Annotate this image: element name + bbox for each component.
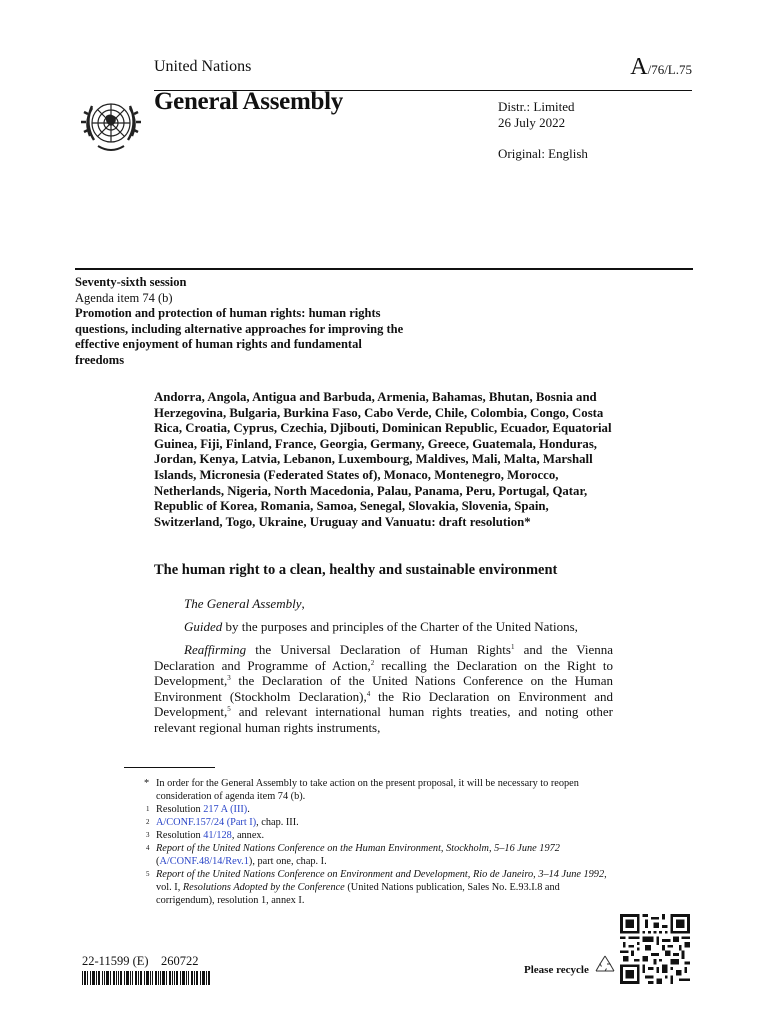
footnote-ref-4[interactable]: 4 bbox=[366, 689, 371, 698]
sponsors-list: Andorra, Angola, Antigua and Barbuda, Armenia, Bahamas, Bhutan, Bosnia and Herzegovina, Bulgaria, Burkina Faso, Cabo Verde, Chile, Colombia, Congo, Costa Rica, Croatia, Cyprus, Czechia, Djibouti, Dominican Republic, Ecuador, Equatorial Guinea, Fiji, Finland, France, Georgia, Germany, Greece, Guatemala, Honduras, Jordan, Kenya, Latvia, Lebanon, Luxembourg, Maldives, Mali, Malta, Marshall Islands, Micronesia (Federated States of), Monaco, Montenegro, Morocco, Netherlands, Nigeria, North Macedonia, Palau, Panama, Peru, Portugal, Qatar, Republic of Korea, Romania, Samoa, Senegal, Slovakia, Slovenia, Spain, Switzerland, Togo, Ukraine, Uruguay and Vanuatu: draft resolution* bbox=[154, 390, 612, 529]
footnote-3-mark: 3 bbox=[146, 831, 150, 839]
barcode-icon bbox=[82, 971, 210, 985]
footnote-5-title-2: Resolutions Adopted by the Conference bbox=[182, 882, 345, 893]
footnote-rule bbox=[124, 767, 215, 768]
un-emblem-icon bbox=[80, 92, 142, 154]
reaffirming-part-c: recalling the Declaration on the Right to Development, bbox=[154, 657, 613, 689]
distribution-block bbox=[498, 99, 588, 162]
footnote-ref-5[interactable]: 5 bbox=[227, 705, 231, 714]
opening-text: The General Assembly bbox=[184, 596, 302, 611]
body-title: General Assembly bbox=[154, 88, 343, 115]
footnotes bbox=[146, 777, 611, 907]
footnote-4 bbox=[146, 842, 611, 868]
footnote-4-link[interactable]: A/CONF.48/14/Rev.1 bbox=[159, 856, 249, 867]
footnote-4-mark: 4 bbox=[146, 844, 150, 852]
footnote-4-post: ), part one, chap. I. bbox=[248, 856, 327, 867]
qr-code-icon[interactable] bbox=[620, 914, 690, 984]
session-block bbox=[75, 275, 405, 368]
session-name: Seventy-sixth session bbox=[75, 275, 187, 289]
agenda-title: Promotion and protection of human rights: human rights questions, including alternative approaches for improving the effective enjoyment of human rights and fundamental freedoms bbox=[75, 306, 404, 367]
footnote-5-post: (United Nations publication, Sales No. E.93.I.8 and corrigendum), resolution 1, annex I. bbox=[156, 882, 560, 906]
opening-punct: , bbox=[301, 596, 305, 611]
original-language: Original: English bbox=[498, 146, 588, 161]
document-symbol bbox=[630, 54, 692, 81]
session-rule bbox=[75, 268, 693, 270]
footnote-star bbox=[146, 777, 611, 803]
reaffirming-part-e: the Rio Declaration on Environment and Development, bbox=[154, 688, 613, 720]
recycle-icon bbox=[592, 953, 618, 979]
document-date: 26 July 2022 bbox=[498, 115, 566, 130]
footnote-5 bbox=[146, 868, 611, 907]
footnote-1-link[interactable]: 217 A (III) bbox=[203, 804, 248, 815]
document-number: 22-11599 (E) 260722 bbox=[82, 954, 199, 968]
footnote-3-pre: Resolution bbox=[156, 830, 204, 841]
footnote-5-mark: 5 bbox=[146, 870, 150, 878]
organization-name: United Nations bbox=[154, 58, 252, 75]
footnote-2-mark: 2 bbox=[146, 818, 150, 826]
agenda-item: Agenda item 74 (b) bbox=[75, 290, 173, 305]
recycle-label: Please recycle bbox=[524, 964, 589, 976]
footnote-3-link[interactable]: 41/128 bbox=[203, 830, 232, 841]
opening-paragraph bbox=[154, 596, 613, 612]
footnote-5-mid: , vol. I, bbox=[156, 869, 607, 893]
reaffirming-word: Reaffirming bbox=[184, 642, 247, 657]
footnote-2-link[interactable]: A/CONF.157/24 (Part I) bbox=[156, 817, 257, 828]
reaffirming-part-d: the Declaration of the United Nations Conference on the Human Environment (Stockholm Declaration), bbox=[154, 673, 613, 704]
reaffirming-paragraph bbox=[154, 642, 613, 736]
footnote-5-title: Report of the United Nations Conference on Environment and Development, Rio de Janeiro, 3–14 June 1992 bbox=[156, 869, 605, 880]
footnote-1-pre: Resolution bbox=[156, 804, 204, 815]
footnote-star-mark: * bbox=[144, 778, 150, 789]
footnote-star-text: In order for the General Assembly to take action on the present proposal, it will be necessary to reopen consideration of agenda item 74 (b). bbox=[156, 778, 579, 802]
footnote-1-post: . bbox=[247, 804, 250, 815]
footnote-2-post: , chap. III. bbox=[256, 817, 299, 828]
footnote-4-title: Report of the United Nations Conference on the Human Environment, Stockholm, 5–16 June 1972 bbox=[156, 843, 560, 854]
resolution-title: The human right to a clean, healthy and sustainable environment bbox=[154, 562, 558, 578]
footnote-4-open: ( bbox=[156, 856, 160, 867]
footnote-2 bbox=[146, 816, 611, 829]
footnote-ref-1[interactable]: 1 bbox=[510, 643, 515, 651]
guided-text: by the purposes and principles of the Charter of the United Nations, bbox=[222, 619, 578, 634]
guided-word: Guided bbox=[184, 619, 223, 634]
guided-paragraph bbox=[154, 619, 613, 635]
reaffirming-part-a: the Universal Declaration of Human Rights bbox=[246, 642, 511, 657]
footnote-1-mark: 1 bbox=[146, 805, 150, 813]
symbol-prefix: A bbox=[630, 54, 648, 80]
footnote-1 bbox=[146, 803, 611, 816]
reaffirming-part-f: and relevant international human rights treaties, and noting other relevant regional human rights instruments, bbox=[154, 704, 613, 735]
footnote-ref-3[interactable]: 3 bbox=[227, 674, 231, 683]
footnote-3-post: , annex. bbox=[231, 830, 265, 841]
symbol-rest: /76/L.75 bbox=[647, 62, 692, 77]
distribution-status: Distr.: Limited bbox=[498, 99, 575, 114]
footnote-ref-2[interactable]: 2 bbox=[370, 658, 375, 667]
reaffirming-part-b: and the Vienna Declaration and Programme of Action, bbox=[154, 642, 613, 673]
footnote-3 bbox=[146, 829, 611, 842]
